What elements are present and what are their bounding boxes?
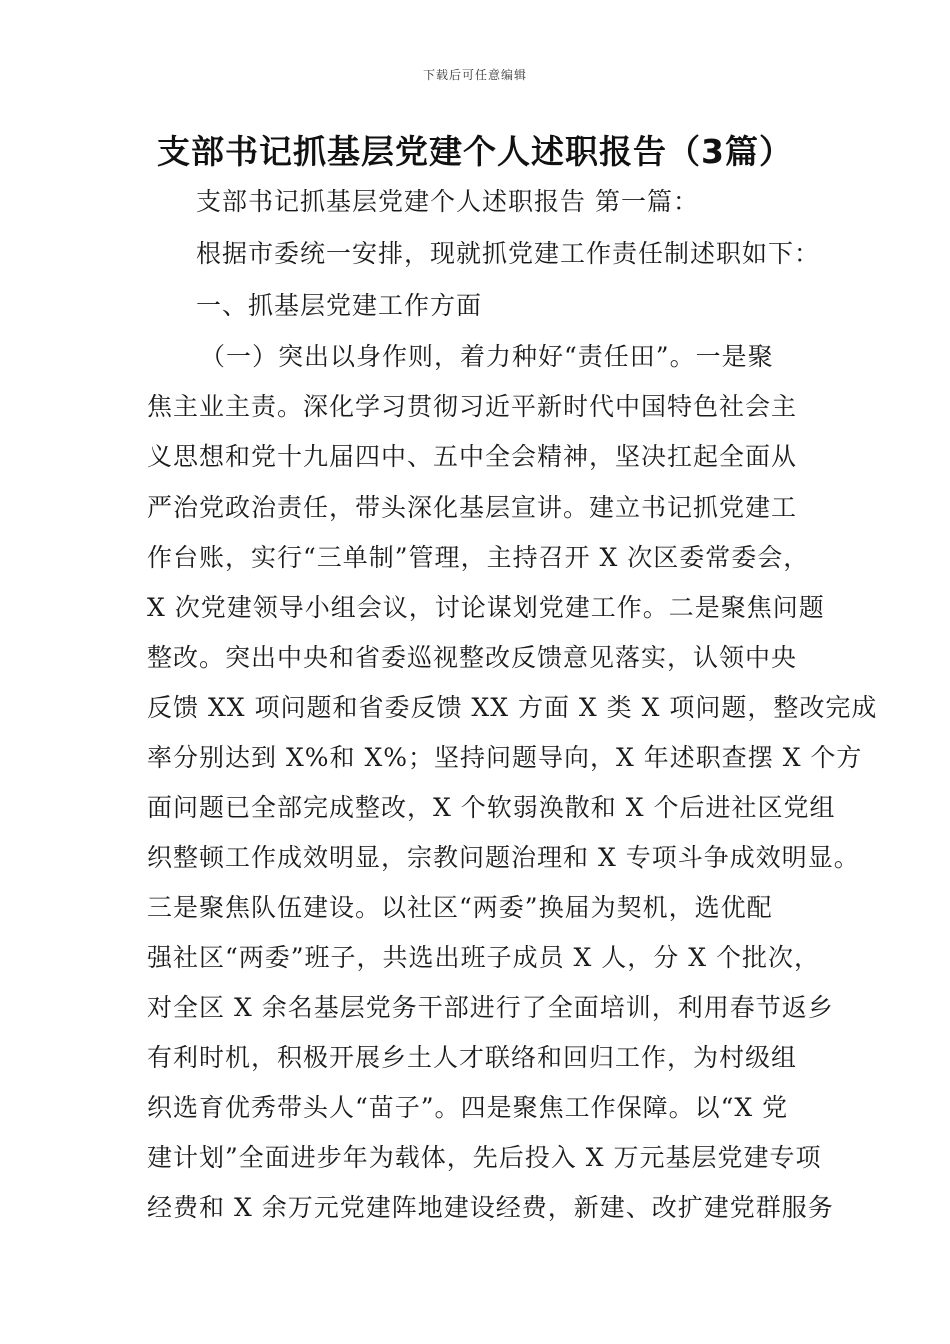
- body-line: 强社区“两委”班子，共选出班子成员 X 人，分 X 个批次，: [147, 943, 820, 972]
- intro-paragraph: 根据市委统一安排，现就抓党建工作责任制述职如下：: [196, 239, 821, 268]
- header-note: 下载后可任意编辑: [422, 68, 527, 82]
- section-heading: 一、抓基层党建工作方面: [196, 291, 483, 320]
- document-title: 支部书记抓基层党建个人述职报告（3篇）: [157, 132, 793, 171]
- body-line: 严治党政治责任，带头深化基层宣讲。建立书记抓党建工: [147, 493, 798, 522]
- body-line: 建计划”全面进步年为载体，先后投入 X 万元基层党建专项: [147, 1143, 822, 1172]
- body-line: 对全区 X 余名基层党务干部进行了全面培训，利用春节返乡: [147, 993, 834, 1022]
- body-line: X 次党建领导小组会议，讨论谋划党建工作。二是聚焦问题: [147, 593, 825, 622]
- body-line: 率分别达到 X%和 X%；坚持问题导向，X 年述职查摆 X 个方: [147, 743, 863, 772]
- body-line: 整改。突出中央和省委巡视整改反馈意见落实，认领中央: [147, 643, 798, 672]
- body-line: 作台账，实行“三单制”管理，主持召开 X 次区委常委会，: [147, 543, 810, 572]
- subtitle: 支部书记抓基层党建个人述职报告 第一篇：: [196, 187, 699, 216]
- body-line: 焦主业主责。深化学习贯彻习近平新时代中国特色社会主: [147, 392, 798, 421]
- body-line: 义思想和党十九届四中、五中全会精神，坚决扛起全面从: [147, 442, 798, 471]
- body-line: 有利时机，积极开展乡土人才联络和回归工作，为村级组: [147, 1043, 798, 1072]
- body-line: 三是聚焦队伍建设。以社区“两委”换届为契机，选优配: [147, 893, 773, 922]
- body-line: 织整顿工作成效明显，宗教问题治理和 X 专项斗争成效明显。: [147, 843, 860, 872]
- body-line: 面问题已全部完成整改，X 个软弱涣散和 X 个后进社区党组: [147, 793, 836, 822]
- body-line: 经费和 X 余万元党建阵地建设经费，新建、改扩建党群服务: [147, 1193, 834, 1222]
- body-line: 织选育优秀带头人“苗子”。四是聚焦工作保障。以“X 党: [147, 1093, 789, 1122]
- body-line: （一）突出以身作则，着力种好“责任田”。一是聚: [200, 342, 774, 371]
- body-line: 反馈 XX 项问题和省委反馈 XX 方面 X 类 X 项问题，整改完成: [147, 693, 878, 722]
